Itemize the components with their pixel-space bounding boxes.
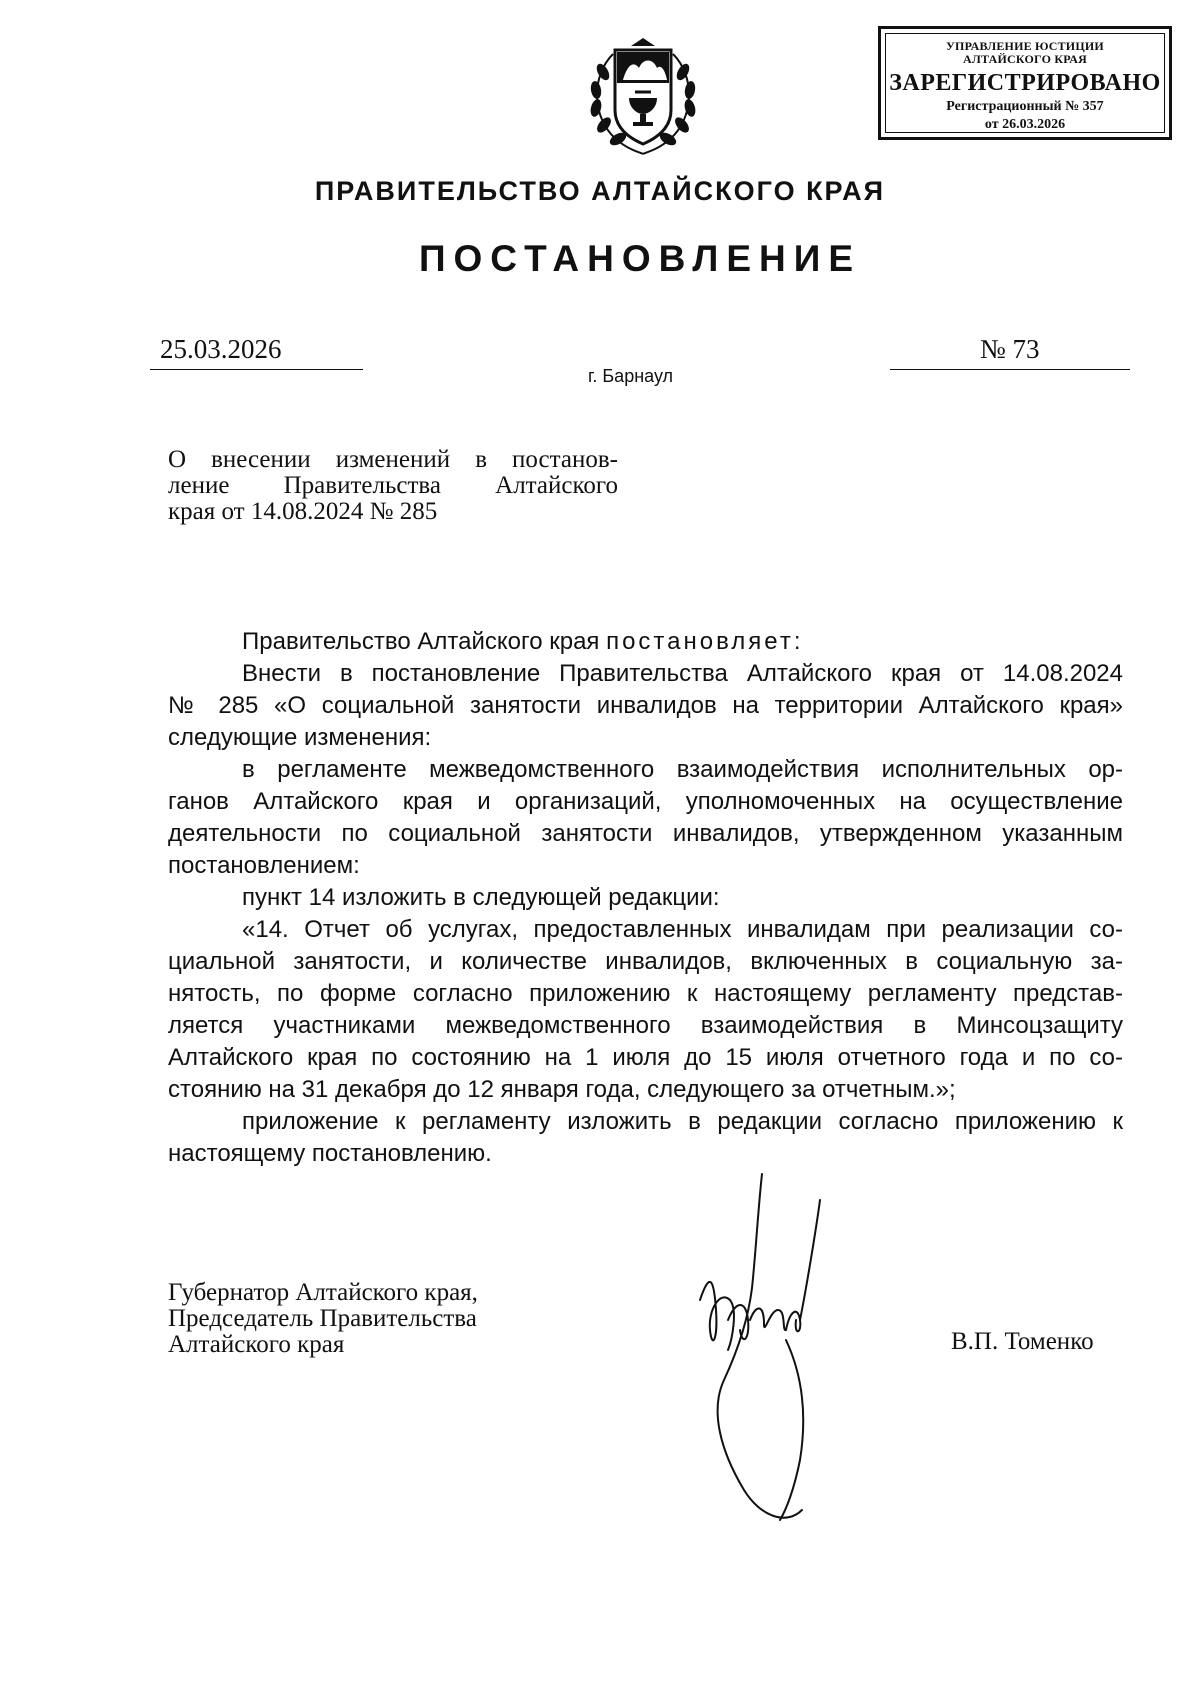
body-line: в регламенте межведомственного взаимодействия исполнительных ор-: [242, 756, 1123, 783]
stamp-authority-line2: АЛТАЙСКОГО КРАЯ: [963, 52, 1087, 66]
document-type: ПОСТАНОВЛЕНИЕ: [418, 238, 862, 279]
body-intro-verb: постановляет:: [606, 628, 804, 655]
stamp-reg-date: от 26.03.2026: [984, 117, 1066, 132]
body-line: следующие изменения:: [168, 724, 432, 751]
body-line: настоящему постановлению.: [168, 1140, 492, 1167]
body-line: постановлением:: [168, 852, 360, 879]
body-intro-main: Правительство Алтайского края: [242, 628, 607, 655]
handwritten-signature: [690, 1170, 870, 1530]
signer-name: В.П. Томенко: [951, 1328, 1094, 1355]
body-line: пункт 14 изложить в следующей редакции:: [242, 884, 720, 911]
body-line: приложение к регламенту изложить в редакции согласно приложению к: [242, 1108, 1123, 1135]
signatory-title-line: Алтайского края: [168, 1331, 345, 1358]
body-line: № 285 «О социальной занятости инвалидов на территории Алтайского края»: [168, 692, 1123, 719]
number-underline: [890, 369, 1130, 370]
signatory-title-line: Губернатор Алтайского края,: [168, 1279, 478, 1306]
body-line: деятельности по социальной занятости инвалидов, утвержденном указанным: [168, 820, 1123, 847]
registration-stamp: [878, 26, 1172, 140]
subject-line: О внесении изменений в постанов-: [168, 446, 618, 473]
body-line: ляется участниками межведомственного взаимодействия в Минсоцзащиту: [168, 1012, 1123, 1039]
body-line: нятость, по форме согласно приложению к настоящему регламенту представ-: [168, 980, 1123, 1007]
signatory-title: [168, 1280, 478, 1358]
signatory-title-line: Председатель Правительства: [168, 1305, 477, 1332]
body-lines: [168, 658, 1123, 1170]
document-subject: [168, 447, 618, 525]
date-underline: [150, 369, 363, 370]
document-date: 25.03.2026: [160, 334, 282, 364]
body-line: ганов Алтайского края и организаций, уполномоченных на осуществление: [168, 788, 1123, 815]
document-number: № 73: [980, 334, 1040, 364]
stamp-reg-number: Регистрационный № 357: [946, 99, 1104, 114]
coat-of-arms-emblem: [583, 36, 703, 158]
document-body: [168, 626, 1123, 1170]
body-line: циальной занятости, и количестве инвалидов, включенных в социальную за-: [168, 948, 1123, 975]
body-intro: [168, 626, 1123, 658]
subject-line: ление Правительства Алтайского: [168, 472, 618, 499]
body-line: стоянию на 31 декабря до 12 января года, следующего за отчетным.»;: [168, 1076, 956, 1103]
document-city: г. Барнаул: [588, 366, 674, 386]
subject-line: края от 14.08.2024 № 285: [168, 498, 438, 525]
stamp-status: ЗАРЕГИСТРИРОВАНО: [889, 70, 1161, 96]
body-line: Внести в постановление Правительства Алтайского края от 14.08.2024: [242, 660, 1123, 687]
body-line: Алтайского края по состоянию на 1 июля до 15 июля отчетного года и по со-: [168, 1044, 1123, 1071]
stamp-authority-line1: УПРАВЛЕНИЕ ЮСТИЦИИ: [946, 39, 1104, 53]
government-title: ПРАВИТЕЛЬСТВО АЛТАЙСКОГО КРАЯ: [314, 176, 886, 206]
body-line: «14. Отчет об услугах, предоставленных инвалидам при реализации со-: [242, 916, 1123, 943]
